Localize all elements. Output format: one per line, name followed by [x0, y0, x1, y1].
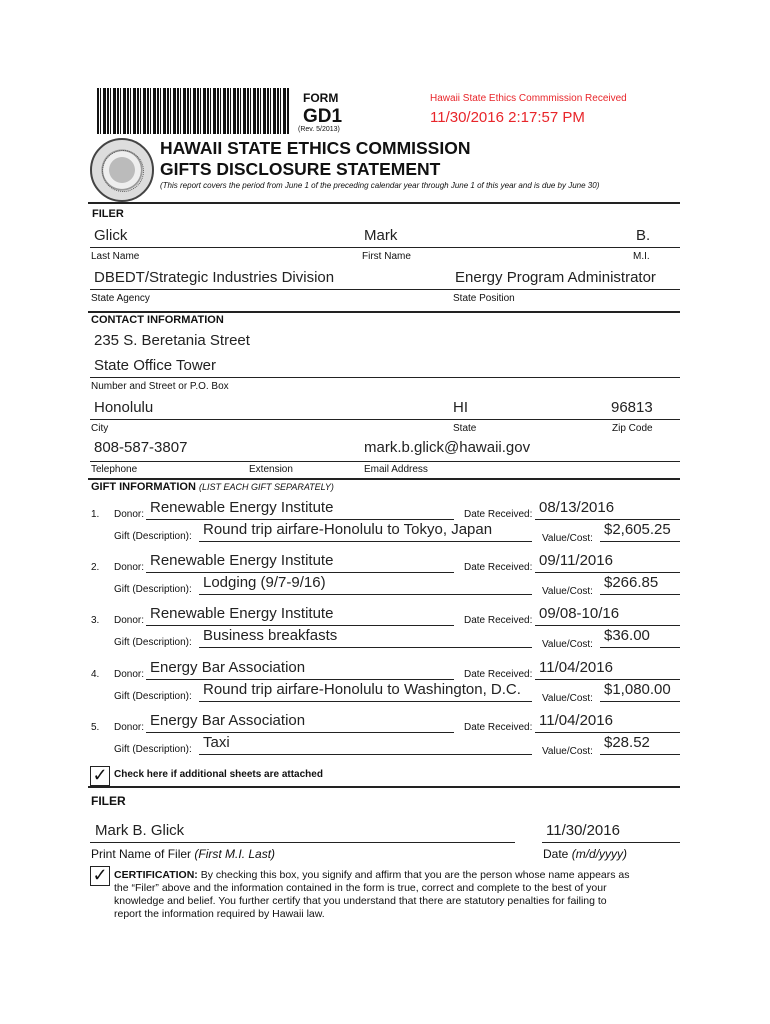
gift-description-value[interactable]: Taxi	[203, 734, 230, 751]
date-received-value[interactable]: 08/13/2016	[539, 499, 615, 516]
street-label: Number and Street or P.O. Box	[91, 381, 229, 392]
value-cost-label: Value/Cost:	[542, 746, 593, 757]
street-line	[90, 377, 680, 378]
name-line	[90, 247, 680, 248]
date-received-value[interactable]: 11/04/2016	[539, 712, 613, 729]
gift-number: 4.	[91, 669, 100, 680]
mi-label: M.I.	[633, 251, 650, 262]
agency-label: State Agency	[91, 293, 150, 304]
signature-divider	[88, 786, 680, 788]
phone-value[interactable]: 808-587-3807	[94, 439, 188, 456]
zip-label: Zip Code	[612, 423, 653, 434]
value-line	[600, 594, 680, 595]
print-name-value[interactable]: Mark B. Glick	[95, 822, 185, 839]
date-line	[535, 519, 680, 520]
date-received-label: Date Received:	[464, 509, 533, 520]
certification-line1-text: By checking this box, you signify and affirm that you are the person whose name appears as	[197, 869, 630, 881]
description-line	[199, 541, 532, 542]
last-name-label: Last Name	[91, 251, 140, 262]
value-line	[600, 541, 680, 542]
print-name-label	[91, 847, 275, 861]
contact-section-heading: CONTACT INFORMATION	[91, 314, 224, 326]
phone-line	[90, 461, 680, 462]
certification-line4: report the information required by Hawaii law.	[114, 908, 325, 920]
value-line	[600, 754, 680, 755]
donor-value[interactable]: Renewable Energy Institute	[150, 552, 334, 569]
position-label: State Position	[453, 293, 515, 304]
gift-description-value[interactable]: Round trip airfare-Honolulu to Tokyo, Japan	[203, 521, 493, 538]
form-revision: (Rev. 5/2013)	[298, 126, 340, 133]
title-line1: HAWAII STATE ETHICS COMMISSION	[160, 138, 471, 158]
form-label: FORM	[303, 91, 339, 105]
gift-description-value[interactable]: Lodging (9/7-9/16)	[203, 574, 326, 591]
donor-label: Donor:	[114, 722, 145, 733]
signature-date-label-text: Date	[543, 847, 569, 861]
donor-line	[146, 679, 454, 680]
value-line	[600, 701, 680, 702]
email-value[interactable]: mark.b.glick@hawaii.gov	[364, 439, 531, 456]
value-cost-label: Value/Cost:	[542, 693, 593, 704]
gift-description-label: Gift (Description):	[114, 744, 192, 755]
state-label: State	[453, 423, 477, 434]
print-name-hint: (First M.I. Last)	[194, 847, 276, 861]
donor-value[interactable]: Energy Bar Association	[150, 712, 306, 729]
certification-line3: knowledge and belief. You further certify that you understand that there are statutory penalties for failing to	[114, 895, 607, 907]
certification-line2: the “Filer” above and the information contained in the form is true, correct and complete to the best of your	[114, 882, 607, 894]
gift-description-label: Gift (Description):	[114, 531, 192, 542]
gift-description-label: Gift (Description):	[114, 637, 192, 648]
street2-value[interactable]: State Office Tower	[94, 357, 217, 374]
description-line	[199, 754, 532, 755]
barcode	[97, 88, 289, 134]
date-line	[535, 625, 680, 626]
city-line	[90, 419, 680, 420]
mi-value[interactable]: B.	[636, 227, 651, 244]
description-line	[199, 594, 532, 595]
gift-number: 2.	[91, 562, 100, 573]
signature-section-heading: FILER	[91, 794, 126, 808]
value-cost-value[interactable]: $2,605.25	[604, 521, 671, 538]
donor-label: Donor:	[114, 669, 145, 680]
date-received-label: Date Received:	[464, 615, 533, 626]
first-name-label: First Name	[362, 251, 411, 262]
last-name-value[interactable]: Glick	[94, 227, 128, 244]
date-received-label: Date Received:	[464, 722, 533, 733]
donor-value[interactable]: Renewable Energy Institute	[150, 605, 334, 622]
date-received-label: Date Received:	[464, 669, 533, 680]
gift-number: 3.	[91, 615, 100, 626]
donor-value[interactable]: Energy Bar Association	[150, 659, 306, 676]
value-cost-value[interactable]: $28.52	[604, 734, 650, 751]
donor-line	[146, 572, 454, 573]
signature-date-value[interactable]: 11/30/2016	[546, 822, 620, 839]
subtitle: (This report covers the period from June 1 of the preceding calendar year through June 1 of this year and is due by June 30)	[160, 181, 600, 190]
gift-divider	[88, 478, 680, 480]
title-line2: GIFTS DISCLOSURE STATEMENT	[160, 159, 441, 179]
state-value[interactable]: HI	[453, 399, 468, 416]
gift-section-heading	[91, 481, 334, 493]
additional-sheets-checkbox[interactable]: ✓	[90, 766, 110, 786]
zip-value[interactable]: 96813	[611, 399, 653, 416]
date-line	[535, 732, 680, 733]
position-value[interactable]: Energy Program Administrator	[455, 269, 656, 286]
signature-date-hint: (m/d/yyyy)	[571, 847, 628, 861]
certification-line1	[114, 869, 684, 882]
city-label: City	[91, 423, 109, 434]
description-line	[199, 647, 532, 648]
donor-line	[146, 732, 454, 733]
filer-section-heading: FILER	[92, 208, 124, 220]
street1-value[interactable]: 235 S. Beretania Street	[94, 332, 250, 349]
value-cost-value[interactable]: $36.00	[604, 627, 650, 644]
value-cost-value[interactable]: $266.85	[604, 574, 659, 591]
description-line	[199, 701, 532, 702]
gift-section-note: (LIST EACH GIFT SEPARATELY)	[198, 482, 334, 492]
donor-value[interactable]: Renewable Energy Institute	[150, 499, 334, 516]
city-value[interactable]: Honolulu	[94, 399, 154, 416]
gift-description-label: Gift (Description):	[114, 691, 192, 702]
gift-number: 1.	[91, 509, 100, 520]
value-line	[600, 647, 680, 648]
contact-divider	[88, 311, 680, 313]
value-cost-label: Value/Cost:	[542, 586, 593, 597]
extension-label: Extension	[249, 464, 293, 475]
date-received-value[interactable]: 11/04/2016	[539, 659, 613, 676]
donor-label: Donor:	[114, 615, 145, 626]
gift-section-title: GIFT INFORMATION	[91, 481, 196, 493]
date-line	[535, 679, 680, 680]
header-divider	[88, 202, 680, 204]
certification-heading: CERTIFICATION:	[114, 869, 198, 881]
form-code: GD1	[303, 106, 343, 127]
date-line	[535, 572, 680, 573]
certification-text	[114, 869, 684, 921]
signature-date-line	[542, 842, 680, 843]
donor-line	[146, 625, 454, 626]
additional-sheets-label: Check here if additional sheets are attached	[114, 769, 323, 780]
gift-number: 5.	[91, 722, 100, 733]
value-cost-label: Value/Cost:	[542, 533, 593, 544]
gift-description-value[interactable]: Business breakfasts	[203, 627, 338, 644]
certification-checkbox[interactable]: ✓	[90, 866, 110, 886]
print-name-label-text: Print Name of Filer	[91, 847, 192, 861]
value-cost-value[interactable]: $1,080.00	[604, 681, 671, 698]
gift-description-value[interactable]: Round trip airfare-Honolulu to Washington, D.C.	[203, 681, 521, 698]
received-datetime: 11/30/2016 2:17:57 PM	[430, 109, 585, 126]
donor-line	[146, 519, 454, 520]
date-received-value[interactable]: 09/11/2016	[539, 552, 613, 569]
donor-label: Donor:	[114, 562, 145, 573]
print-name-line	[90, 842, 515, 843]
first-name-value[interactable]: Mark	[364, 227, 398, 244]
agency-value[interactable]: DBEDT/Strategic Industries Division	[94, 269, 335, 286]
state-seal	[90, 138, 154, 202]
received-label: Hawaii State Ethics Commmission Received	[430, 93, 627, 104]
signature-date-label	[543, 847, 627, 861]
gift-description-label: Gift (Description):	[114, 584, 192, 595]
donor-label: Donor:	[114, 509, 145, 520]
email-label: Email Address	[364, 464, 428, 475]
agency-line	[90, 289, 680, 290]
date-received-value[interactable]: 09/08-10/16	[539, 605, 620, 622]
phone-label: Telephone	[91, 464, 138, 475]
date-received-label: Date Received:	[464, 562, 533, 573]
value-cost-label: Value/Cost:	[542, 639, 593, 650]
